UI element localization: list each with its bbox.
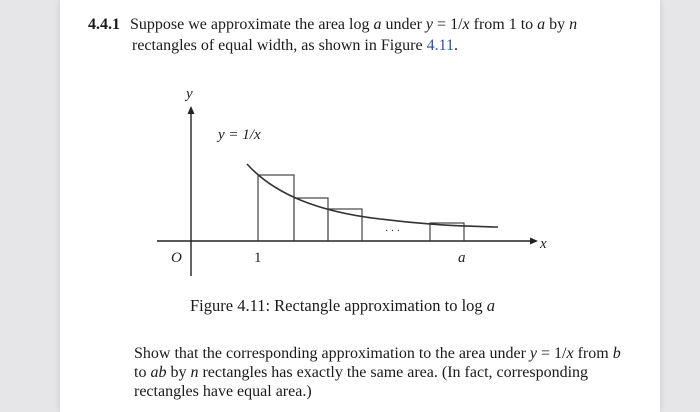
caption-text: Figure 4.11: Rectangle approximation to log — [190, 296, 483, 315]
problem-text: rectangles of equal width, as shown in Figure — [132, 37, 423, 54]
var-a: a — [373, 16, 382, 33]
x-axis-label: x — [540, 236, 547, 252]
origin-label: O — [171, 250, 182, 266]
caption-var-a: a — [486, 296, 496, 315]
followup-part: Show that the corresponding approximation to the area under — [134, 345, 526, 362]
var-y: y — [425, 16, 434, 33]
followup-part: by — [170, 364, 187, 381]
var-ab: ab — [150, 364, 167, 381]
followup-part: rectangles has exactly the same area. (In fact, corresponding rectangles have equal area.) — [134, 364, 589, 400]
curve-label: y = 1/x — [218, 127, 261, 143]
equals-sign: = — [437, 16, 447, 33]
problem-text: from 1 to — [473, 16, 534, 33]
fraction-text: 1/ — [450, 16, 463, 33]
rectangle-1 — [258, 175, 294, 241]
tick-label-a: a — [458, 250, 466, 266]
ellipsis-dots: · · · — [385, 226, 400, 237]
tick-label-1: 1 — [254, 250, 262, 266]
var-y: y — [529, 345, 537, 362]
var-b: b — [612, 345, 621, 362]
problem-number: 4.4.1 — [88, 16, 120, 33]
var-a: a — [537, 16, 546, 33]
equals-sign: = — [541, 345, 551, 362]
figure-reference-link[interactable]: 4.11 — [426, 37, 455, 54]
curve-y-1-over-x — [247, 164, 498, 227]
fraction-text: 1/ — [554, 345, 567, 362]
approximation-rectangles — [258, 175, 464, 241]
y-axis-arrow — [188, 106, 195, 114]
problem-text: under — [385, 16, 422, 33]
figure-caption — [190, 296, 590, 316]
var-n: n — [569, 16, 578, 33]
problem-text: Suppose we approximate the area log — [130, 16, 370, 33]
problem-text: by — [549, 16, 566, 33]
var-x: x — [462, 16, 470, 33]
period: . — [454, 37, 459, 54]
var-x: x — [566, 345, 574, 362]
followup-text — [134, 344, 634, 401]
y-axis-label: y — [186, 86, 193, 102]
x-axis-arrow — [530, 238, 538, 245]
var-n: n — [190, 364, 199, 381]
followup-part: from — [577, 345, 609, 362]
followup-part: to — [134, 364, 147, 381]
